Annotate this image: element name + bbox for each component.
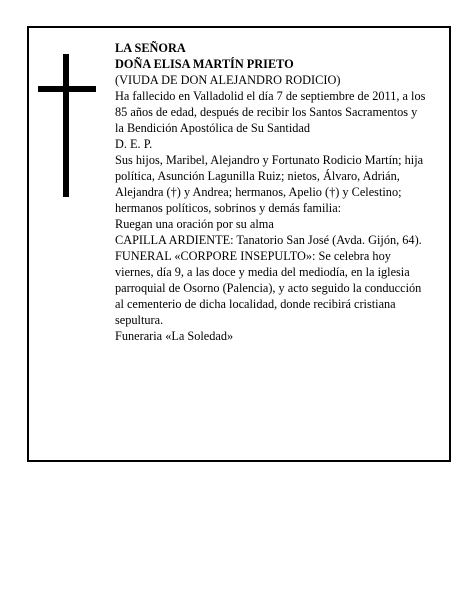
rip-line: D. E. P. [115, 137, 153, 151]
prayer-request: Ruegan una oración por su alma [115, 217, 274, 231]
deceased-name: DOÑA ELISA MARTÍN PRIETO [115, 57, 294, 71]
funeral-info: FUNERAL «CORPORE INSEPULTO»: Se celebra hoy viernes, día 9, a las doce y media del mediodía, en la iglesia parroquial de Osorno (Palencia), y acto seguido la conducción al cementerio de dicha localidad, donde recibirá cristiana sepultura. [115, 249, 422, 327]
cross-icon [63, 54, 69, 197]
funeral-home: Funeraria «La Soledad» [115, 329, 234, 343]
notice-title: LA SEÑORA [115, 41, 186, 55]
chapel-info: CAPILLA ARDIENTE: Tanatorio San José (Avda. Gijón, 64). [115, 233, 422, 247]
widow-line: (VIUDA DE DON ALEJANDRO RODICIO) [115, 73, 341, 87]
family-list: Sus hijos, Maribel, Alejandro y Fortunato Rodicio Martín; hija política, Asunción Lagunilla Ruiz; nietos, Álvaro, Adrián, Alejandra (†) y Andrea; hermanos, Apelio (†) y Celestino; hermanos políticos, sobrinos y demás familia: [115, 153, 424, 215]
cross-icon-bar [38, 86, 96, 92]
obituary-text [115, 40, 427, 344]
death-announcement: Ha fallecido en Valladolid el día 7 de septiembre de 2011, a los 85 años de edad, después de recibir los Santos Sacramentos y la Bendición Apostólica de Su Santidad [115, 89, 426, 135]
